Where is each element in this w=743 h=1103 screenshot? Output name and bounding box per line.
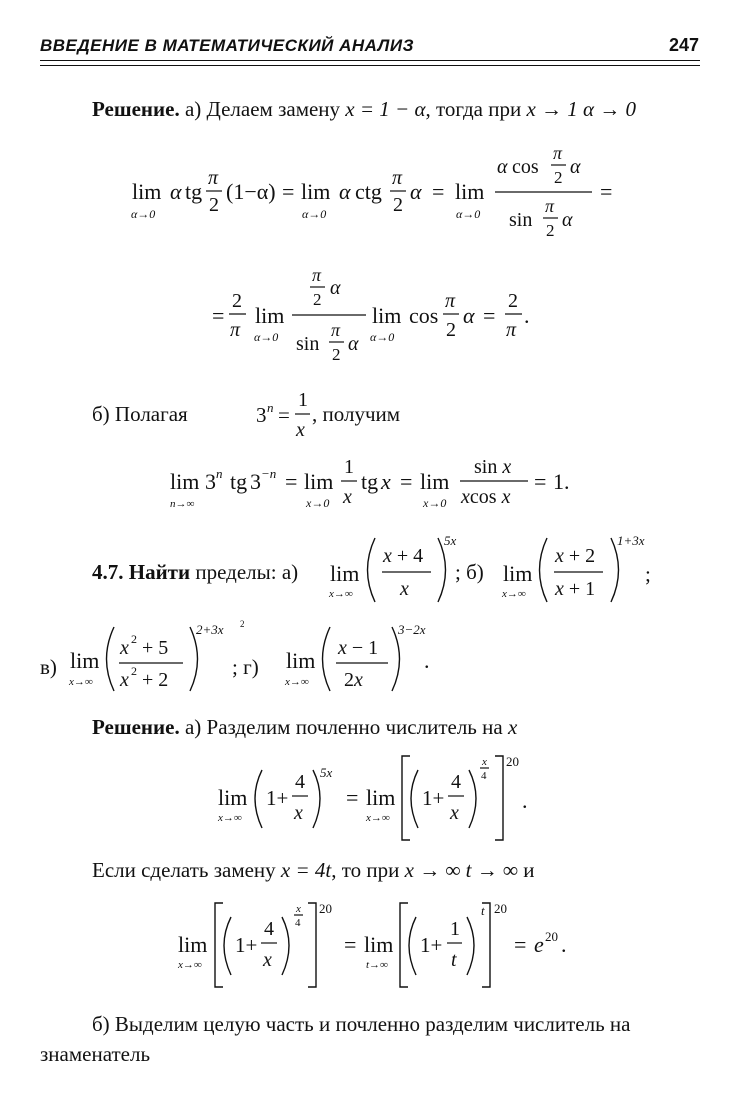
svg-text:lim: lim (372, 303, 402, 328)
svg-text:sin x: sin x (474, 456, 512, 478)
condition: x → 1 α → 0 (526, 97, 637, 121)
svg-text:2: 2 (546, 221, 555, 240)
svg-text:=: = (400, 469, 413, 494)
solution-label: Решение. (92, 97, 180, 121)
svg-text:α: α (463, 303, 475, 328)
svg-text:=: = (278, 403, 290, 427)
svg-text:x: x (450, 802, 459, 824)
svg-text:=: = (282, 179, 295, 204)
svg-text:sin: sin (509, 209, 533, 231)
solution-47-var: x (507, 715, 518, 739)
svg-text:α: α (330, 277, 341, 299)
solution-47-line (92, 715, 517, 740)
svg-text:=: = (432, 179, 445, 204)
formula-limit-ctg (0, 135, 743, 265)
svg-text:x: x (381, 469, 391, 494)
svg-text:x: x (120, 637, 129, 659)
svg-text:x: x (263, 949, 272, 971)
svg-text:x→∞: x→∞ (502, 588, 526, 600)
svg-text:=: = (212, 303, 225, 328)
svg-text:lim: lim (503, 561, 533, 586)
svg-text:.: . (524, 303, 530, 328)
svg-text:cos: cos (512, 156, 539, 178)
svg-text:x→∞: x→∞ (218, 812, 242, 824)
svg-text:e: e (534, 932, 544, 957)
svg-text:α: α (570, 156, 581, 178)
svg-text:=: = (514, 932, 527, 957)
svg-text:lim: lim (70, 648, 100, 673)
svg-text:2+3x: 2+3x (196, 622, 224, 637)
svg-text:3−2x: 3−2x (398, 622, 426, 637)
svg-text:lim: lim (170, 469, 200, 494)
part-b-line1: б) Выделим целую часть и почленно разделим числитель на (92, 1012, 631, 1036)
svg-text:xcos x: xcos x (461, 486, 511, 508)
solution-text: а) Делаем замену (184, 97, 341, 121)
svg-text:3: 3 (205, 469, 216, 494)
svg-text:x: x (296, 903, 301, 915)
svg-text:cos: cos (409, 303, 439, 328)
svg-text:ctg: ctg (355, 179, 382, 204)
svg-text:+ 5: + 5 (142, 637, 169, 659)
svg-text:.: . (522, 788, 528, 813)
svg-text:=: = (483, 303, 496, 328)
svg-text:x: x (296, 419, 305, 441)
formula-limit-e20 (0, 895, 743, 995)
header-rule (40, 60, 700, 61)
svg-text:x→∞: x→∞ (69, 676, 93, 688)
svg-text:2: 2 (131, 632, 137, 646)
svg-text:2: 2 (232, 290, 242, 312)
svg-text:20: 20 (494, 901, 507, 916)
svg-text:.: . (561, 932, 567, 957)
svg-text:1: 1 (298, 389, 308, 411)
svg-text:.: . (424, 648, 430, 673)
svg-text:π: π (312, 265, 322, 285)
problem-text: пределы: а) (195, 560, 299, 584)
svg-text:lim: lim (301, 179, 331, 204)
svg-text:=: = (534, 469, 547, 494)
svg-text:α→0: α→0 (370, 330, 395, 344)
svg-text:lim: lim (420, 469, 450, 494)
part-b-line (92, 402, 188, 427)
svg-text:lim: lim (366, 785, 396, 810)
svg-text:lim: lim (286, 648, 316, 673)
substitution-line (92, 858, 535, 883)
svg-text:2: 2 (131, 664, 137, 678)
part-b-text: б) Полагая (92, 402, 188, 426)
svg-text:1.: 1. (553, 469, 570, 494)
svg-text:α: α (339, 179, 351, 204)
header-rule-thin (40, 65, 700, 66)
formula-problem-d (278, 618, 448, 708)
svg-text:x: x (120, 669, 129, 691)
svg-text:=: = (285, 469, 298, 494)
svg-text:π: π (545, 196, 555, 216)
svg-text:α→0: α→0 (302, 207, 327, 221)
svg-text:n: n (216, 466, 223, 481)
svg-text:2: 2 (240, 619, 245, 629)
solution-47-label: Решение. (92, 715, 180, 739)
formula-limit-result (0, 262, 743, 382)
svg-text:π: π (506, 319, 517, 341)
svg-text:3: 3 (256, 403, 267, 427)
svg-text:1+: 1+ (235, 933, 258, 957)
formula-problem-b (495, 527, 655, 607)
svg-text:n→∞: n→∞ (170, 498, 195, 510)
svg-text:tg: tg (230, 469, 248, 494)
svg-text:=: = (344, 932, 357, 957)
part-b-line2: знаменатель (40, 1042, 151, 1066)
svg-text:20: 20 (319, 901, 332, 916)
svg-text:x: x (400, 578, 409, 600)
svg-text:1: 1 (344, 456, 354, 478)
svg-text:t: t (451, 949, 457, 971)
svg-text:lim: lim (255, 303, 285, 328)
svg-text:4: 4 (295, 771, 305, 793)
svg-text:2: 2 (209, 194, 219, 216)
formula-divide-by-x (0, 750, 743, 845)
svg-text:5x: 5x (320, 765, 333, 780)
svg-text:5x: 5x (444, 533, 457, 548)
solution-a-line (92, 97, 636, 122)
svg-text:=: = (600, 179, 613, 204)
svg-text:π: π (553, 143, 563, 163)
svg-text:1+: 1+ (420, 933, 443, 957)
substitution-cond: x → ∞ t → ∞ (404, 858, 518, 882)
formula-problem-c (60, 618, 260, 708)
part-b-after: , получим (312, 402, 401, 426)
svg-text:−n: −n (261, 466, 277, 481)
svg-text:2: 2 (446, 319, 456, 341)
problem-c-label: в) (40, 655, 57, 679)
svg-text:α: α (562, 209, 573, 231)
svg-text:tg: tg (361, 469, 379, 494)
svg-text:x: x (294, 802, 303, 824)
svg-text:α→0: α→0 (131, 207, 156, 221)
svg-text:1+3x: 1+3x (617, 533, 645, 548)
svg-text:1: 1 (450, 918, 460, 940)
svg-text:lim: lim (455, 179, 485, 204)
condition-text: , тогда при (425, 97, 522, 121)
svg-text:2: 2 (313, 290, 322, 309)
svg-text:α: α (170, 179, 182, 204)
svg-text:π: π (208, 167, 219, 189)
formula-problem-a (320, 527, 460, 607)
svg-text:t: t (481, 903, 485, 918)
svg-text:x→∞: x→∞ (329, 588, 353, 600)
svg-text:2: 2 (393, 194, 403, 216)
svg-text:lim: lim (178, 932, 208, 957)
svg-text:x + 4: x + 4 (383, 545, 424, 567)
substitution-expr: x = 4t (280, 858, 332, 882)
svg-text:x + 2: x + 2 (555, 545, 596, 567)
svg-text:2: 2 (554, 168, 563, 187)
page-number: 247 (668, 35, 699, 55)
problem-line (92, 560, 298, 585)
problem-b-label: ; б) (455, 560, 484, 584)
svg-text:(1−α): (1−α) (226, 179, 276, 204)
svg-text:α→0: α→0 (254, 330, 279, 344)
svg-text:α: α (348, 333, 359, 355)
svg-text:4: 4 (264, 918, 274, 940)
svg-text:2x: 2x (344, 669, 363, 691)
svg-text:20: 20 (506, 754, 519, 769)
svg-text:20: 20 (545, 929, 558, 944)
svg-text:α→0: α→0 (456, 207, 481, 221)
svg-text:=: = (346, 785, 359, 810)
svg-text:lim: lim (132, 179, 162, 204)
svg-text:π: π (445, 290, 456, 312)
svg-text:lim: lim (364, 932, 394, 957)
svg-text:tg: tg (185, 179, 203, 204)
solution-47-text: а) Разделим почленно числитель на (184, 715, 503, 739)
svg-text:1+: 1+ (422, 786, 445, 810)
problem-heading: Найти (128, 560, 191, 584)
svg-text:π: π (331, 320, 341, 340)
svg-text:x→∞: x→∞ (178, 959, 202, 971)
problem-d-label: ; г) (232, 655, 259, 679)
svg-text:x→∞: x→∞ (285, 676, 309, 688)
svg-text:3: 3 (250, 469, 261, 494)
svg-text:lim: lim (304, 469, 334, 494)
svg-text:4: 4 (481, 770, 487, 782)
svg-text:x: x (343, 486, 352, 508)
svg-text:lim: lim (218, 785, 248, 810)
running-title: ВВЕДЕНИЕ В МАТЕМАТИЧЕСКИЙ АНАЛИЗ (40, 36, 414, 55)
svg-text:π: π (392, 167, 403, 189)
svg-text:x→0: x→0 (306, 496, 330, 510)
substitution-text: Если сделать замену (92, 858, 276, 882)
svg-text:sin: sin (296, 333, 320, 355)
svg-text:2: 2 (332, 345, 341, 364)
svg-text:π: π (230, 319, 241, 341)
svg-text:x→∞: x→∞ (366, 812, 390, 824)
svg-text:2: 2 (508, 290, 518, 312)
svg-text:;: ; (645, 562, 651, 586)
substitution-cond-text: , то при (331, 858, 400, 882)
svg-text:4: 4 (295, 917, 301, 929)
svg-text:4: 4 (451, 771, 461, 793)
formula-limit-3n (0, 445, 743, 520)
svg-text:n: n (267, 400, 274, 415)
svg-text:+ 2: + 2 (142, 669, 169, 691)
svg-text:x + 1: x + 1 (555, 578, 596, 600)
svg-text:x − 1: x − 1 (338, 637, 379, 659)
svg-text:t→∞: t→∞ (366, 959, 388, 971)
svg-text:α: α (410, 179, 422, 204)
problem-number: 4.7. (92, 560, 124, 584)
svg-text:x→0: x→0 (423, 496, 447, 510)
substitution-and: и (523, 858, 535, 882)
svg-text:lim: lim (330, 561, 360, 586)
svg-text:x: x (482, 756, 487, 768)
svg-text:1+: 1+ (266, 786, 289, 810)
substitution: x = 1 − α (345, 97, 426, 121)
svg-text:α: α (497, 156, 508, 178)
